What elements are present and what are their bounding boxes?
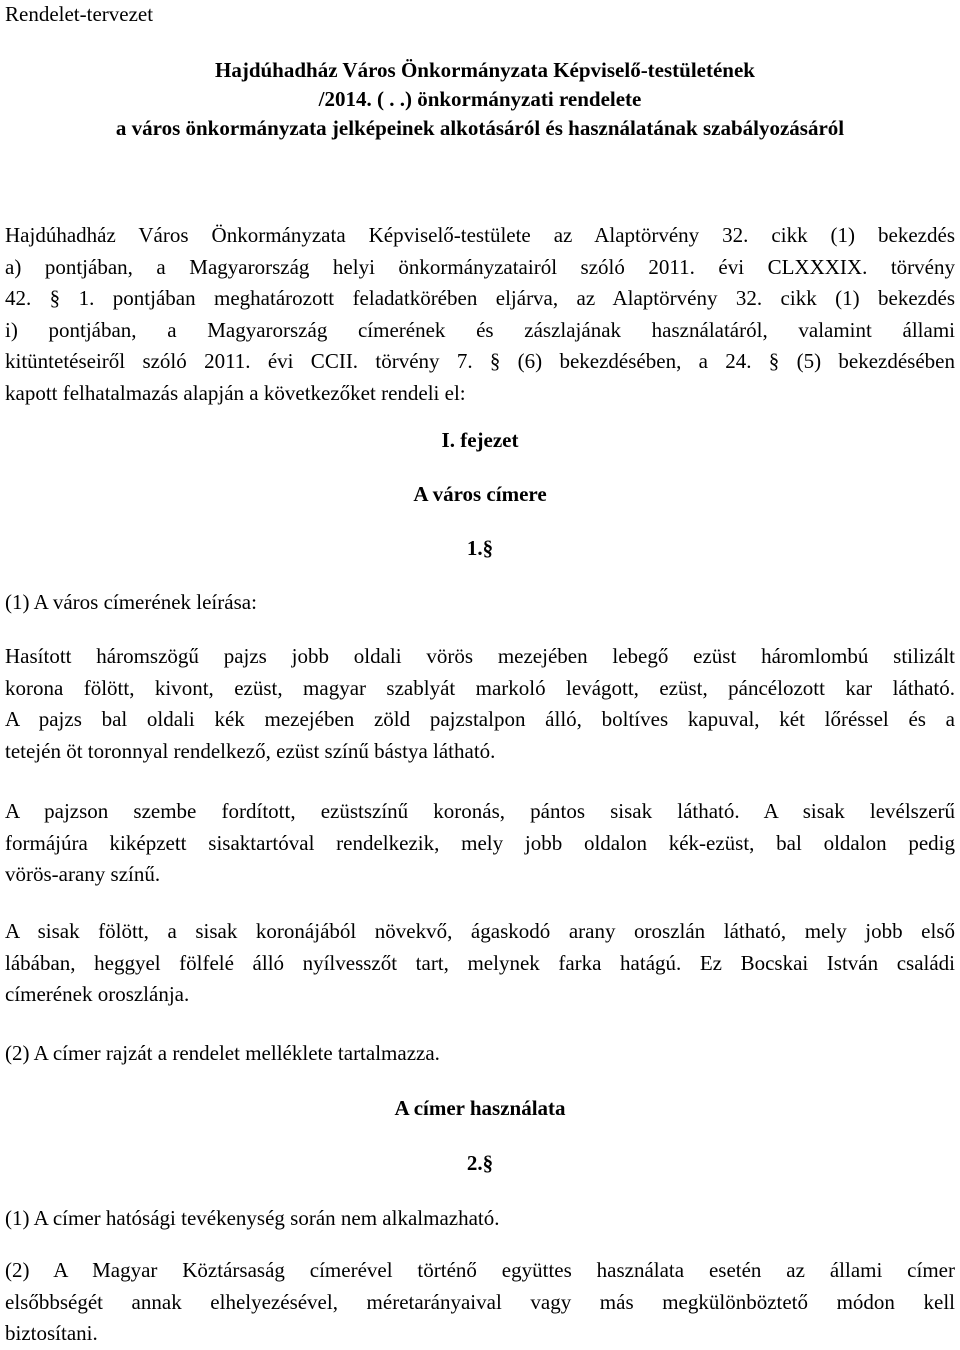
document-title: [0, 56, 960, 143]
title-line-1: Hajdúhadház Város Önkormányzata Képviselő-testületének: [215, 58, 755, 82]
section-1-heading: 1.§: [466, 536, 494, 560]
preamble-line: kapott felhatalmazás alapján a következőket rendeli el:: [5, 380, 466, 405]
title-line-2: /2014. ( . .) önkormányzati rendelete: [318, 87, 642, 111]
item-2-text: (2) A címer rajzát a rendelet melléklete tartalmazza.: [5, 1041, 440, 1065]
description-line: lábában, heggyel fölfelé álló nyílvesszőt tart, melynek farka hatágú. Ez Bocskai István családi: [5, 950, 955, 975]
description-line: vörös-arany színű.: [5, 862, 161, 886]
coat-of-arms-description-3: [5, 916, 955, 1011]
preamble-line: a) pontjában, a Magyarország helyi önkormányzatairól szóló 2011. évi CLXXXIX. törvény: [5, 254, 955, 279]
description-line: címerének oroszlánja.: [5, 982, 190, 1006]
section-2-item-2: [5, 1255, 955, 1350]
description-line: A pajzs bal oldali kék mezejében zöld pajzstalpon álló, boltíves kapuval, két lőréssel és a: [5, 707, 955, 731]
description-line: formájúra kiképzett sisaktartóval rendelkezik, mely jobb oldalon kék-ezüst, bal oldalon pedig: [5, 830, 955, 855]
chapter-title: A város címere: [413, 482, 547, 506]
description-line: korona fölött, kivont, ezüst, magyar szablyát markoló levágott, ezüst, páncélozott kar látható.: [5, 675, 955, 700]
item-line: elsőbbségét annak elhelyezésével, méretarányaival vagy más megkülönböztető módon kell: [5, 1289, 955, 1314]
item-line: biztosítani.: [5, 1321, 98, 1345]
item-1-intro: (1) A város címerének leírása:: [5, 590, 257, 614]
description-line: tetején öt toronnyal rendelkező, ezüst színű bástya látható.: [5, 738, 496, 763]
item-line: (2) A Magyar Köztársaság címerével történő együttes használata esetén az állami címer: [5, 1258, 955, 1282]
title-line-3: a város önkormányzata jelképeinek alkotásáról és használatának szabályozásáról: [115, 116, 845, 140]
preamble-line: Hajdúhadház Város Önkormányzata Képviselő-testülete az Alaptörvény 32. cikk (1) bekezdés: [5, 223, 955, 247]
chapter-number: I. fejezet: [441, 428, 519, 452]
coat-of-arms-description-2: [5, 796, 955, 891]
section-2-title: A címer használata: [394, 1096, 566, 1120]
preamble-line: 42. § 1. pontjában meghatározott feladatkörében eljárva, az Alaptörvény 32. cikk (1) bekezdés: [5, 286, 955, 310]
preamble-line: kitüntetéseiről szóló 2011. évi CCII. törvény 7. § (6) bekezdésében, a 24. § (5) bekezdésében: [5, 349, 955, 373]
section-2-item-1: (1) A címer hatósági tevékenység során nem alkalmazható.: [5, 1206, 500, 1230]
section-2-heading: 2.§: [466, 1151, 494, 1175]
draft-label: Rendelet-tervezet: [5, 2, 154, 26]
description-line: Hasított háromszögű pajzs jobb oldali vörös mezejében lebegő ezüst háromlombú stilizált: [5, 644, 955, 668]
description-line: A sisak fölött, a sisak koronájából növekvő, ágaskodó arany oroszlán látható, mely jobb első: [5, 919, 955, 943]
coat-of-arms-description-1: [5, 641, 955, 767]
description-line: A pajzson szembe fordított, ezüstszínű koronás, pántos sisak látható. A sisak levélszerű: [5, 799, 955, 823]
preamble-paragraph: [5, 220, 955, 409]
preamble-line: i) pontjában, a Magyarország címerének és zászlajának használatáról, valamint állami: [5, 317, 955, 342]
